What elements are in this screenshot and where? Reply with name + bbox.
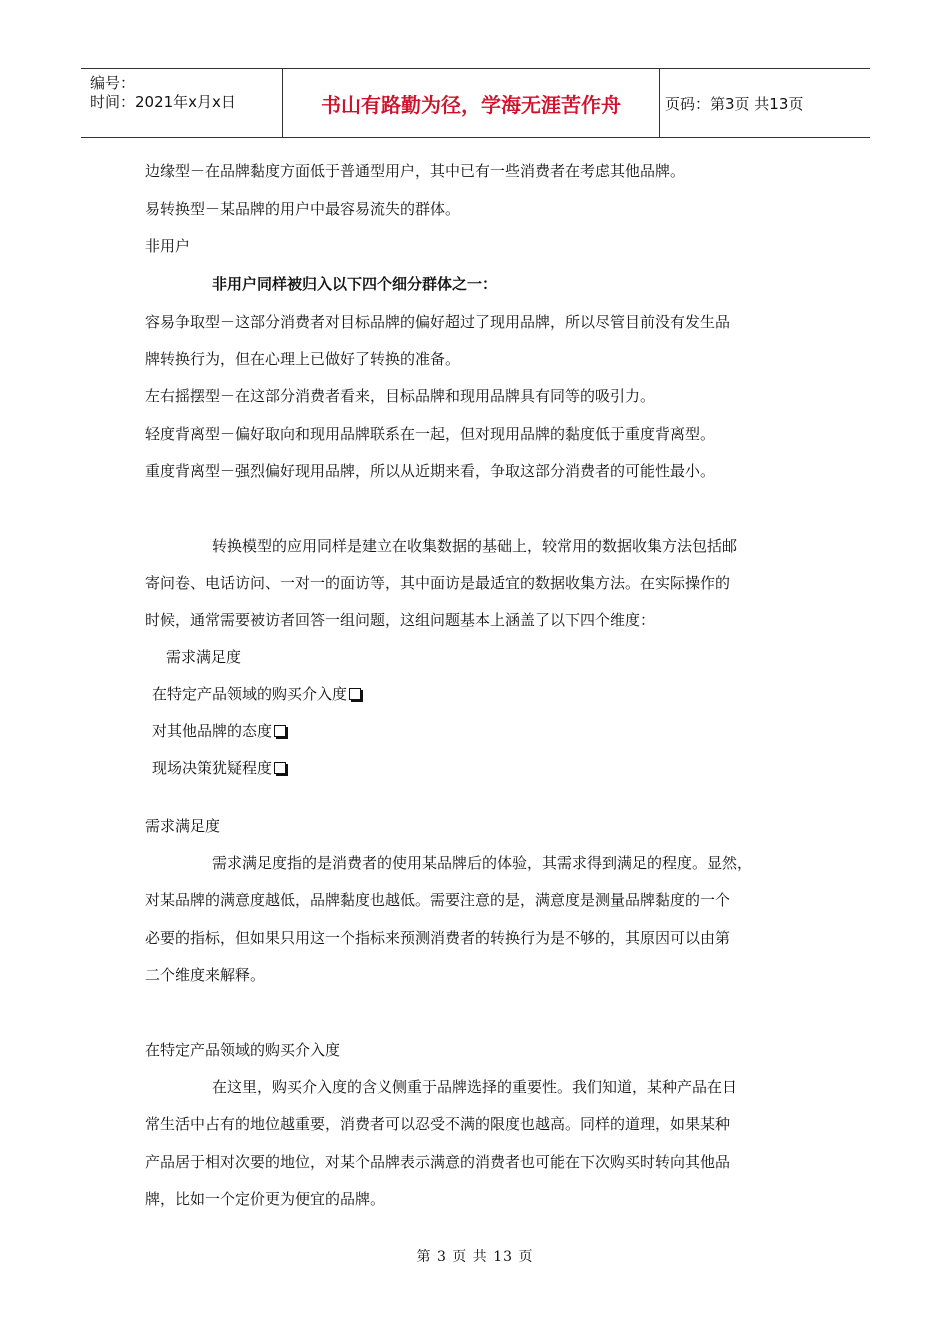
paragraph-line: 二个维度来解释。 [145,966,266,984]
paragraph-line: 牌转换行为，但在心理上已做好了转换的准备。 [145,350,461,368]
document-header [81,68,870,138]
paragraph-line: 常生活中占有的地位越重要，消费者可以忍受不满的限度也越高。同样的道理，如果某种 [145,1115,731,1133]
paragraph-line: 非用户 [145,237,191,255]
header-motto: 书山有路勤为径，学海无涯苦作舟 [283,69,660,137]
header-meta-cell [81,69,283,137]
time-label: 时间：2021年x月x日 [90,93,236,111]
paragraph-line: 边缘型－在品牌黏度方面低于普通型用户，其中已有一些消费者在考虑其他品牌。 [145,162,686,180]
checkbox-icon [274,725,286,737]
paragraph-line: 寄问卷、电话访问、一对一的面访等，其中面访是最适宜的数据收集方法。在实际操作的 [145,574,731,592]
paragraph-line: 容易争取型－这部分消费者对目标品牌的偏好超过了现用品牌，所以尽管目前没有发生品 [145,313,731,331]
dimension-item [166,647,241,667]
paragraph-line: 重度背离型－强烈偏好现用品牌，所以从近期来看，争取这部分消费者的可能性最小。 [145,462,716,480]
checkbox-icon [274,762,286,774]
bold-subheading: 非用户同样被归入以下四个细分群体之一： [212,275,498,293]
paragraph-line: 牌，比如一个定价更为便宜的品牌。 [145,1190,386,1208]
paragraph-line: 在这里，购买介入度的含义侧重于品牌选择的重要性。我们知道，某种产品在日 [212,1078,738,1096]
paragraph-line: 对某品牌的满意度越低，品牌黏度也越低。需要注意的是，满意度是测量品牌黏度的一个 [145,891,731,909]
dimension-item [152,684,361,704]
number-label: 编号： [90,74,136,92]
paragraph-line: 左右摇摆型－在这部分消费者看来，目标品牌和现用品牌具有同等的吸引力。 [145,387,656,405]
dimension-item [152,758,286,778]
section-heading: 在特定产品领域的购买介入度 [145,1041,341,1059]
paragraph-line: 必要的指标，但如果只用这一个指标来预测消费者的转换行为是不够的，其原因可以由第 [145,929,731,947]
paragraph-line: 时候，通常需要被访者回答一组问题，这组问题基本上涵盖了以下四个维度： [145,611,656,629]
section-heading: 需求满足度 [145,817,221,835]
checkbox-icon [349,688,361,700]
dimension-item [152,721,286,741]
dimension-label: 在特定产品领域的购买介入度 [152,685,348,703]
paragraph-line: 产品居于相对次要的地位，对某个品牌表示满意的消费者也可能在下次购买时转向其他品 [145,1153,731,1171]
dimension-label: 对其他品牌的态度 [152,722,273,740]
page-footer: 第 3 页 共 13 页 [416,1249,534,1265]
paragraph-line: 易转换型－某品牌的用户中最容易流失的群体。 [145,200,461,218]
paragraph-line: 需求满足度指的是消费者的使用某品牌后的体验，其需求得到满足的程度。显然， [212,854,753,872]
paragraph-line: 转换模型的应用同样是建立在收集数据的基础上，较常用的数据收集方法包括邮 [212,537,738,555]
dimension-label: 现场决策犹疑程度 [152,759,273,777]
paragraph-line: 轻度背离型－偏好取向和现用品牌联系在一起，但对现用品牌的黏度低于重度背离型。 [145,425,716,443]
header-page-label: 页码：第3页 共13页 [665,94,804,113]
dimension-label: 需求满足度 [166,648,242,666]
